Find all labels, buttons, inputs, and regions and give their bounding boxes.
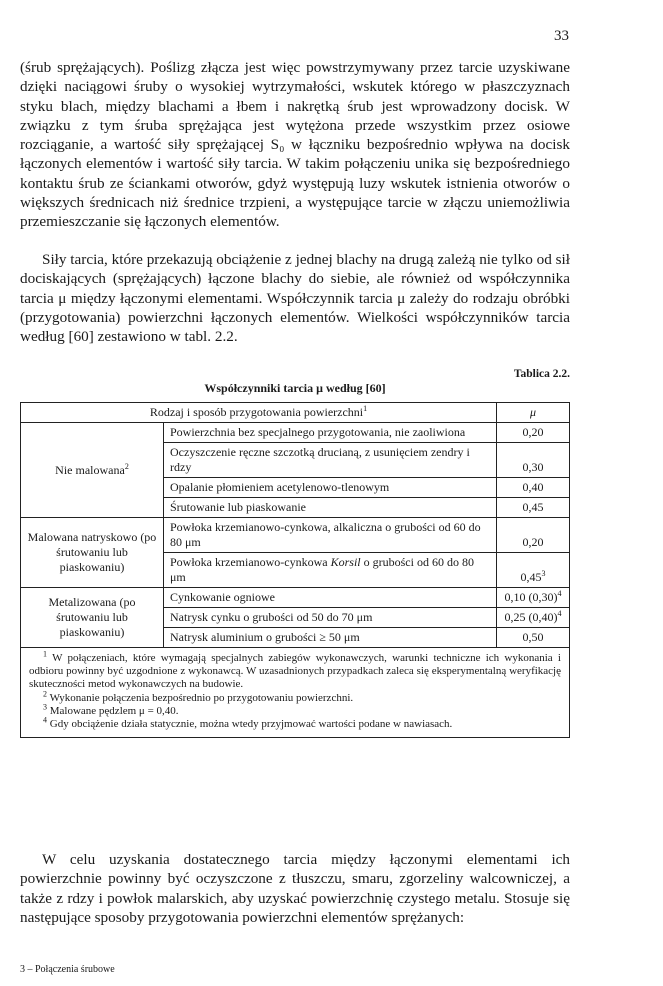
table-footnotes [21,648,570,738]
paragraph-2-text: Siły tarcia, które przekazują obciążenie z jednej blachy na drugą zależą nie tylko od sił dociskających (sprężających) łączone blachy do siebie, ale również od współczynnika tarcia μ między łączonymi elementami. Współczynnik tarcia μ zależy do rodzaju obróbki (przygotowania) powierzchni łączonych elementów. Wielkości współczynników tarcia według [60] zestawiono w tabl. 2.2. [20,251,570,346]
header-method: Rodzaj i sposób przygotowania powierzchni$^1$ [21,403,497,423]
row-desc: Powłoka krzemianowo-cynkowa, alkaliczna o grubości od 60 do 80 μm [164,518,497,553]
page-number: 33 [554,28,569,44]
group-label-spray-painted: Malowana natryskowo (po śrutowaniu lub piaskowaniu) [21,518,164,588]
paragraph-1: (śrub sprężających). Poślizg złącza jest więc powstrzymywany przez tarcie uzyskiwane dzięki naciągowi śruby o wysokiej wytrzymałości, wskutek którego w płaszczyznach styku blach, między blachami a łbem i nakrętką śrub jest wprowadzony docisk. W związku z tym śruba sprężająca jest wytężona przede wszystkim przez osiowe rozciąganie, a wartość siły sprężającej S₀ w łączniku bezpośrednio wpływa na docisk łączonych elementów i wartość siły tarcia. W takim połączeniu unika się bezpośredniego kontaktu śrub ze ściankami otworów, gdyż występują luzy wskutek istnienia otworów o większych średnicach niż średnice trzpieni, a występujące tarcie w złączu uniemożliwia przemieszczanie się łączonych elementów. [20,59,570,231]
row-value: 0,30 [497,443,570,478]
table-header-row [21,403,570,423]
row-value: 0,20 [497,518,570,553]
group-label-unpainted: Nie malowana$^2$ [21,423,164,518]
row-desc: Natrysk cynku o grubości od 50 do 70 μm [164,608,497,628]
row-value: 0,45$^3$ [497,553,570,588]
table-caption: Tablica 2.2. [513,368,570,380]
row-desc: Natrysk aluminium o grubości ≥ 50 μm [164,628,497,648]
row-value: 0,25 $(0,40)^4$ [497,608,570,628]
table-footnotes-row [21,648,570,738]
table-title: Współczynniki tarcia μ według [60] [204,381,386,395]
table-row [21,588,570,608]
paragraph-3-text: W celu uzyskania dostatecznego tarcia między łączonymi elementami ich powierzchnie powinny być oczyszczone z tłuszczu, smaru, zgorzeliny walcowniczej, a także z rdzy i powłok malarskich, aby uzyskać powierzchnię czystego metalu. Stosuje się następujące sposoby przygotowania powierzchni elementów sprężanych: [20,851,570,926]
footnote-2: $^2$ Wykonanie połączenia bezpośrednio po przygotowaniu powierzchni. [43,688,354,704]
page-footer: 3 – Połączenia śrubowe [20,964,115,975]
paragraph-2 [20,250,570,346]
row-value: 0,20 [497,423,570,443]
footnote-3: $^3$ Malowane pędzlem μ = 0,40. [43,702,179,717]
group-label-metallized: Metalizowana (po śrutowaniu lub piaskowaniu) [21,588,164,648]
table-row [21,423,570,443]
row-value: 0,10 $(0,30)^4$ [497,588,570,608]
row-value: 0,45 [497,498,570,518]
row-desc: Powłoka krzemianowo-cynkowa Korsil o grubości od 60 do 80 μm [164,553,497,588]
footnote-4: $^4$ Gdy obciążenie działa statycznie, można wtedy przyjmować wartości podane w nawiasach. [43,715,453,731]
footnote-1: $^1$ W połączeniach, które wymagają specjalnych zabiegów wykonawczych, warunki techniczne ich wykonania i odbioru powinny być uzgodnione z wykonawcą. W uzasadnionych przypadkach zaleca się eksperymentalną weryfikację skuteczności metod wykonawczych na budowie. [29,649,561,691]
row-value: 0,50 [497,628,570,648]
row-desc: Śrutowanie lub piaskowanie [164,498,497,518]
friction-coefficient-table [20,402,570,738]
row-desc: Oczyszczenie ręczne szczotką drucianą, z usunięciem zendry i rdzy [164,443,497,478]
header-mu: μ [497,403,570,423]
row-desc: Powierzchnia bez specjalnego przygotowania, nie zaoliwiona [164,423,497,443]
table-row [21,518,570,553]
paragraph-3 [20,850,570,927]
row-desc: Cynkowanie ogniowe [164,588,497,608]
row-desc: Opalanie płomieniem acetylenowo-tlenowym [164,478,497,498]
row-value: 0,40 [497,478,570,498]
